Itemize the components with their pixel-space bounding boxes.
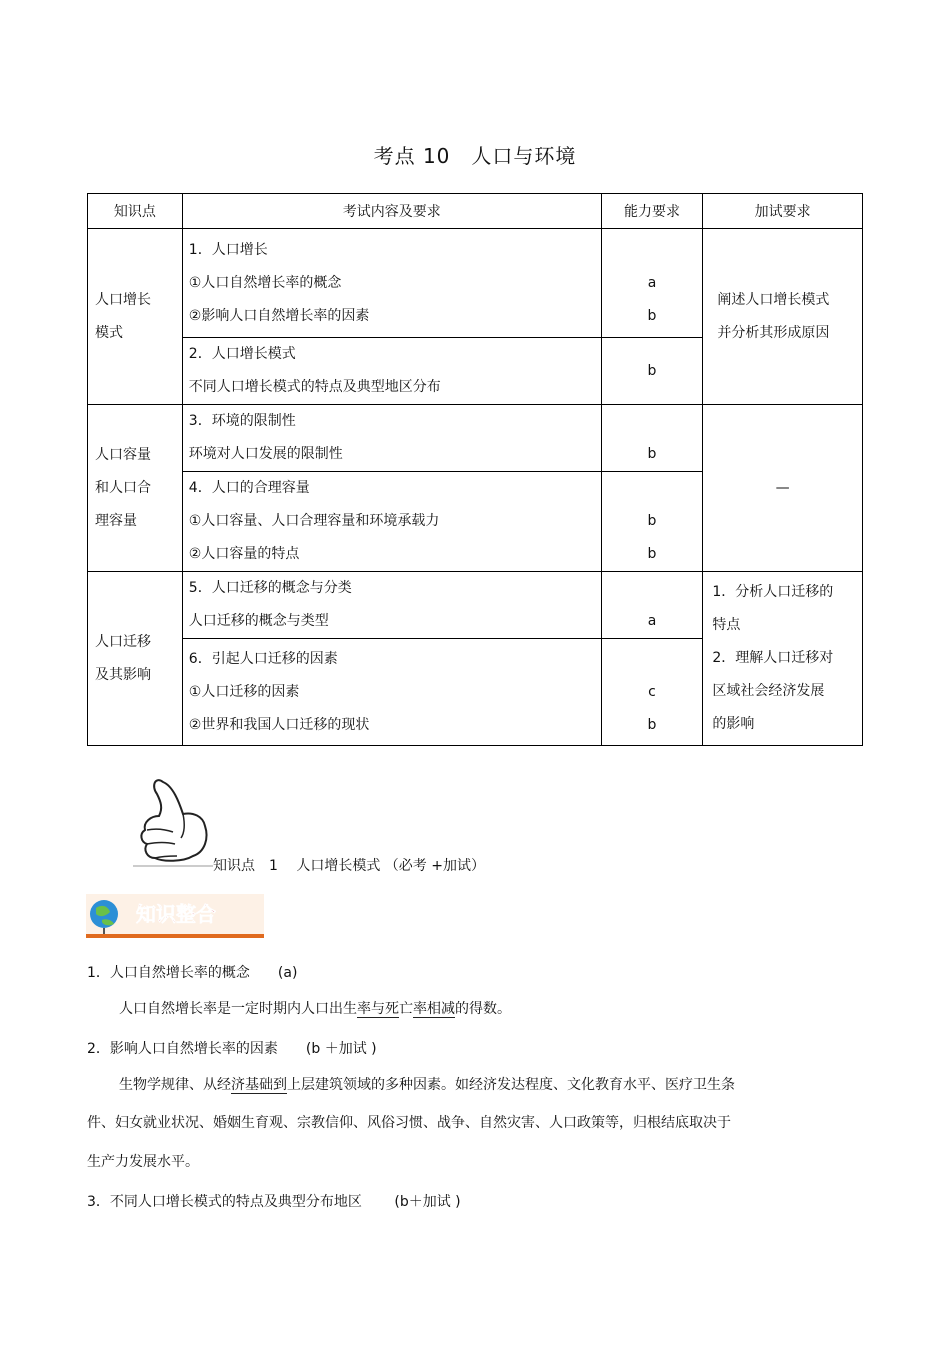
level-cell: b b xyxy=(601,472,703,572)
knowledge-integration-banner xyxy=(86,892,264,940)
table-row xyxy=(88,229,863,338)
section-heading: 1．人口自然增长率的概念 (a) xyxy=(87,965,298,981)
level-cell: a xyxy=(601,572,703,639)
level-cell: b xyxy=(601,405,703,472)
extra-requirement-cell: 阐述人口增长模式 并分析其形成原因 xyxy=(703,229,863,405)
header-ability: 能力要求 xyxy=(601,194,703,229)
paragraph-line: 件、妇女就业状况、婚姻生育观、宗教信仰、风俗习惯、战争、自然灾害、人口政策等，归根结底取决于 xyxy=(87,1115,731,1131)
banner-text: 知识整合 xyxy=(136,902,216,926)
level-cell: a b xyxy=(601,229,703,338)
thumbs-up-icon xyxy=(133,772,213,868)
paragraph-line: 生物学规律、从经济基础到上层建筑领域的多种因素。如经济发达程度、文化教育水平、医疗卫生条 xyxy=(119,1077,735,1093)
paragraph-line: 生产力发展水平。 xyxy=(87,1154,199,1170)
page-title: 考点 10 人口与环境 xyxy=(373,144,577,168)
content-cell: 2．人口增长模式 不同人口增长模式的特点及典型地区分布 xyxy=(182,338,601,405)
level-cell: b xyxy=(601,338,703,405)
header-content: 考试内容及要求 xyxy=(182,194,601,229)
knowledge-point-title: 知识点 1 人口增长模式 （必考 +加试） xyxy=(213,858,485,874)
content-cell: 5．人口迁移的概念与分类 人口迁移的概念与类型 xyxy=(182,572,601,639)
header-knowledge-point: 知识点 xyxy=(88,194,183,229)
group-name-population-growth: 人口增长 模式 xyxy=(88,229,183,405)
extra-requirement-cell: — xyxy=(703,405,863,572)
paragraph: 人口自然增长率是一定时期内人口出生率与死亡率相减的得数。 xyxy=(119,1001,511,1017)
content-cell: 4．人口的合理容量 ①人口容量、人口合理容量和环境承载力 ②人口容量的特点 xyxy=(182,472,601,572)
group-name-capacity: 人口容量 和人口合 理容量 xyxy=(88,405,183,572)
requirements-table xyxy=(87,193,863,746)
extra-requirement-cell: 1．分析人口迁移的 特点 2．理解人口迁移对 区域社会经济发展 的影响 xyxy=(703,572,863,746)
group-name-migration: 人口迁移 及其影响 xyxy=(88,572,183,746)
section-heading: 2．影响人口自然增长率的因素 (b ＋加试 ) xyxy=(87,1041,377,1057)
content-cell: 1．人口增长 ①人口自然增长率的概念 ②影响人口自然增长率的因素 xyxy=(182,229,601,338)
content-cell: 3．环境的限制性 环境对人口发展的限制性 xyxy=(182,405,601,472)
table-row xyxy=(88,572,863,639)
table-header-row xyxy=(88,194,863,229)
header-extra: 加试要求 xyxy=(703,194,863,229)
section-heading: 3．不同人口增长模式的特点及典型分布地区 (b＋加试 ) xyxy=(87,1194,461,1210)
content-cell: 6．引起人口迁移的因素 ①人口迁移的因素 ②世界和我国人口迁移的现状 xyxy=(182,639,601,746)
table-row xyxy=(88,405,863,472)
level-cell: c b xyxy=(601,639,703,746)
